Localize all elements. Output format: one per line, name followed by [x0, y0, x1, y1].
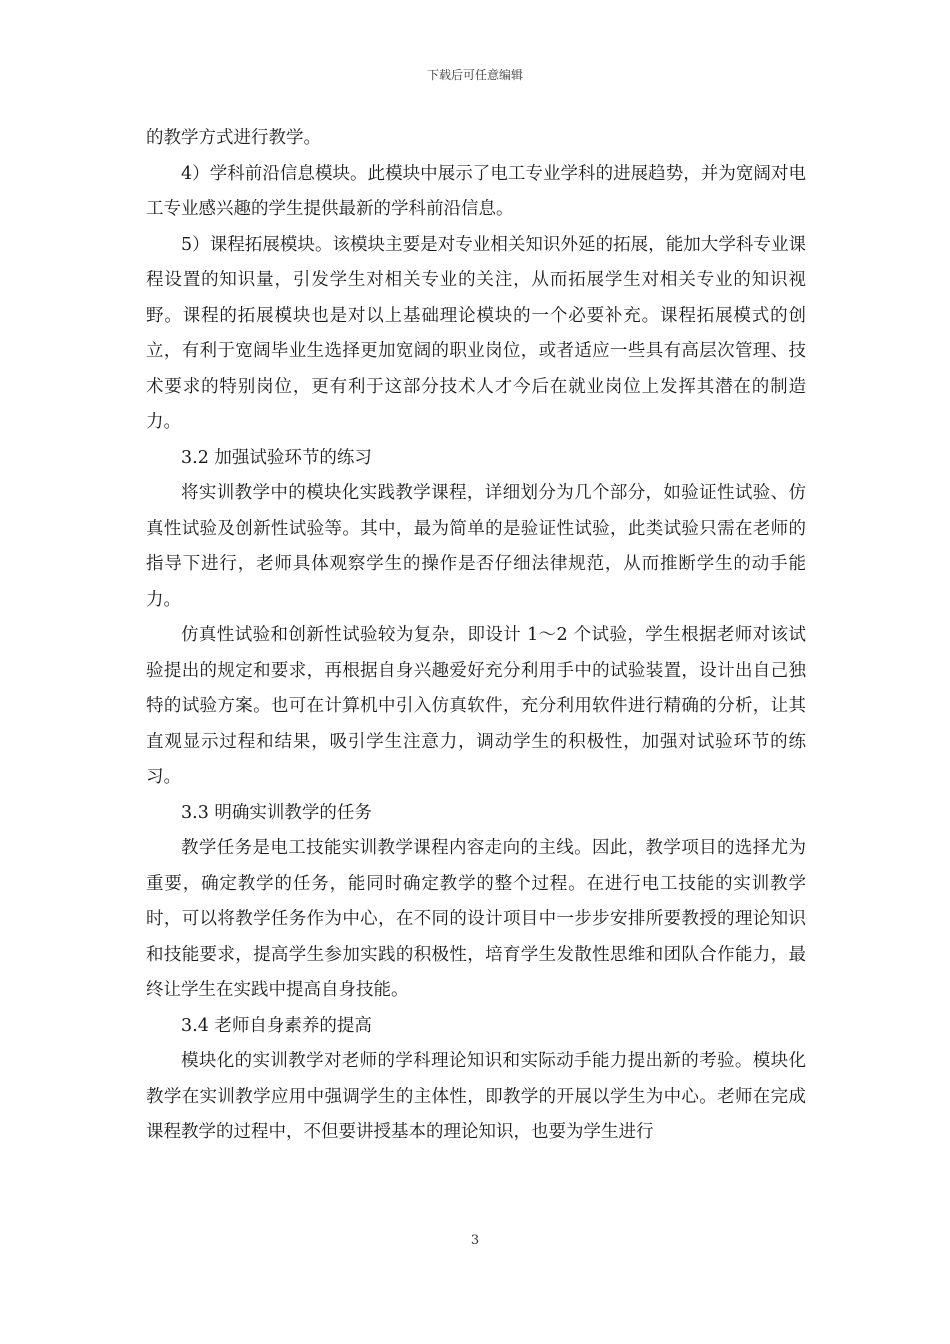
section-heading-3-3: 3.3 明确实训教学的任务	[181, 802, 372, 823]
paragraph-experiment-division: 将实训教学中的模块化实践教学课程，详细划分为几个部分，如验证性试验、仿真性试验及创新性试验等。其中，最为简单的是验证性试验，此类试验只需在老师的指导下进行，老师具体观察学生的操作是否仔细法律规范，从而推断学生的动手能力。	[146, 483, 806, 610]
paragraph-teaching-task: 教学任务是电工技能实训教学课程内容走向的主线。因此，教学项目的选择尤为重要，确定教学的任务，能同时确定教学的整个过程。在进行电工技能的实训教学时，可以将教学任务作为中心，在不同的设计项目中一步步安排所要教授的理论知识和技能要求，提高学生参加实践的积极性，培育学生发散性思维和团队合作能力，最终让学生在实践中提高自身技能。	[146, 838, 806, 1000]
section-heading-3-4: 3.4 老师自身素养的提高	[181, 1015, 372, 1036]
paragraph-teacher-quality: 模块化的实训教学对老师的学科理论知识和实际动手能力提出新的考验。模块化教学在实训教学应用中强调学生的主体性，即教学的开展以学生为中心。老师在完成课程教学的过程中，不但要讲授基本的理论知识，也要为学生进行	[146, 1051, 806, 1142]
section-heading-3-2: 3.2 加强试验环节的练习	[181, 447, 372, 468]
page-number: 3	[470, 1233, 480, 1248]
paragraph-extension-module: 5）课程拓展模块。该模块主要是对专业相关知识外延的拓展，能加大学科专业课程设置的知识量，引发学生对相关专业的关注，从而拓展学生对相关专业的知识视野。课程的拓展模块也是对以上基础理论模块的一个必要补充。课程拓展模式的创立，有利于宽阔毕业生选择更加宽阔的职业岗位，或者适应一些具有高层次管理、技术要求的特别岗位，更有利于这部分技术人才今后在就业岗位上发挥其潜在的制造力。	[146, 234, 806, 432]
document-body	[146, 121, 806, 1151]
paragraph-simulation-experiment: 仿真性试验和创新性试验较为复杂，即设计 1～2 个试验，学生根据老师对该试验提出的规定和要求，再根据自身兴趣爱好充分利用手中的试验装置，设计出自己独特的试验方案。也可在计算机中引入仿真软件，充分利用软件进行精确的分析，让其直观显示过程和结果，吸引学生注意力，调动学生的积极性，加强对试验环节的练习。	[146, 625, 806, 787]
paragraph-continuation: 的教学方式进行教学。	[146, 128, 321, 148]
paragraph-frontier-module: 4）学科前沿信息模块。此模块中展示了电工专业学科的进展趋势，并为宽阔对电工专业感兴趣的学生提供最新的学科前沿信息。	[146, 163, 806, 219]
page-header: 下载后可任意编辑	[426, 68, 523, 82]
